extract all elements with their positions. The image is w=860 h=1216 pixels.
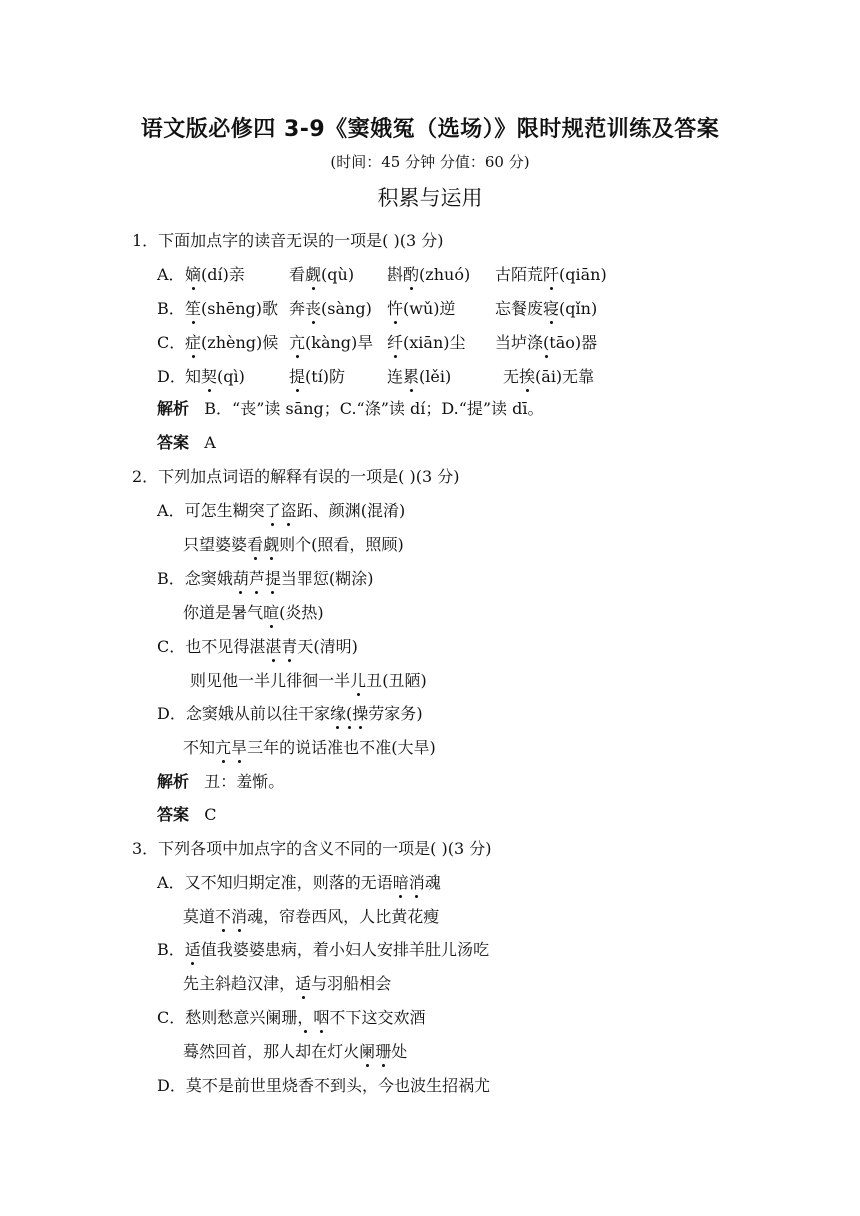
option-letter: A． (157, 265, 185, 284)
option-letter: C． (157, 333, 186, 352)
question-3-option-c-line-1: C．愁则愁意兴阑珊，咽不下这交欢酒 (157, 1008, 426, 1027)
analysis-label: 解析 (157, 399, 190, 418)
question-1-analysis (157, 398, 544, 420)
question-2-stem: 2．下列加点词语的解释有误的一项是( )(3 分) (132, 467, 460, 486)
question-2-answer (157, 804, 217, 826)
option-item: 症(zhèng)候 (185, 333, 279, 352)
question-3-option-d-line-1: D．莫不是前世里烧香不到头，今也波生招祸尤 (157, 1076, 491, 1095)
question-3-option-a-line-2: 莫道不消魂，帘卷西风，人比黄花瘦 (183, 907, 440, 926)
analysis-label: 解析 (157, 772, 190, 791)
option-item: 看觑(qù) (289, 265, 355, 284)
question-3-option-a-line-1: A．又不知归期定准，则落的无语暗消魂 (157, 873, 441, 892)
option-item: 笙(shēng)歌 (185, 299, 279, 318)
analysis-text: 丑：羞惭。 (204, 772, 285, 791)
option-letter: D． (157, 367, 186, 386)
question-2-option-c-line-2: 则见他一半儿徘徊一半儿丑(丑陋) (190, 671, 427, 690)
answer-value: A (204, 433, 216, 452)
option-item: 无挨(āi)无靠 (503, 367, 595, 386)
question-2-analysis (157, 771, 284, 793)
option-item: 知契(qì) (185, 367, 245, 386)
option-item: 提(tí)防 (289, 367, 346, 386)
question-2-option-d-line-1: D．念窦娥从前以往干家缘(操劳家务) (157, 704, 423, 723)
option-item: 当垆涤(tāo)器 (495, 333, 598, 352)
question-2-option-b-line-1: B．念窦娥葫芦提当罪愆(糊涂) (157, 569, 374, 588)
answer-label: 答案 (157, 805, 190, 824)
option-item: 古陌荒阡(qiān) (495, 265, 607, 284)
question-2-option-c-line-1: C．也不见得湛湛青天(清明) (157, 637, 358, 656)
option-letter: B． (157, 299, 185, 318)
answer-value: C (204, 805, 217, 824)
question-2-option-d-line-2: 不知亢旱三年的说话准也不准(大旱) (183, 738, 436, 757)
document-title: 语文版必修四 3-9《窦娥冤（选场）》限时规范训练及答案 (140, 117, 720, 142)
option-item: 斟酌(zhuó) (387, 265, 471, 284)
question-3-option-b-line-1: B．适值我婆婆患病，着小妇人安排羊肚儿汤吃 (157, 940, 490, 959)
section-heading: 积累与运用 (377, 186, 483, 210)
option-item: 嫡(dí)亲 (185, 265, 245, 284)
question-3-stem: 3．下列各项中加点字的含义不同的一项是( )(3 分) (132, 839, 492, 858)
question-1-answer (157, 432, 216, 454)
option-item: 奔丧(sàng) (289, 299, 372, 318)
question-3-option-c-line-2: 蓦然回首，那人却在灯火阑珊处 (183, 1042, 408, 1061)
analysis-text: B．“丧”读 sāng；C.“涤”读 dí；D.“提”读 dī。 (204, 399, 544, 418)
question-2-option-b-line-2: 你道是暑气暄(炎热) (183, 603, 324, 622)
question-1-stem: 1．下面加点字的读音无误的一项是( )(3 分) (132, 231, 444, 250)
question-3-option-b-line-2: 先主斜趋汉津，适与羽船相会 (183, 974, 392, 993)
option-item: 忤(wǔ)逆 (387, 299, 456, 318)
time-score-info: (时间：45 分钟 分值：60 分) (330, 153, 530, 171)
answer-label: 答案 (157, 433, 190, 452)
question-2-option-a-line-2: 只望婆婆看觑则个(照看，照顾) (183, 535, 404, 554)
option-item: 亢(kàng)旱 (289, 333, 374, 352)
question-2-option-a-line-1: A．可怎生糊突了盗跖、颜渊(混淆) (157, 501, 406, 520)
option-item: 忘餐废寝(qǐn) (495, 299, 598, 318)
option-item: 连累(lěi) (387, 367, 452, 386)
option-item: 纤(xiān)尘 (387, 333, 466, 352)
